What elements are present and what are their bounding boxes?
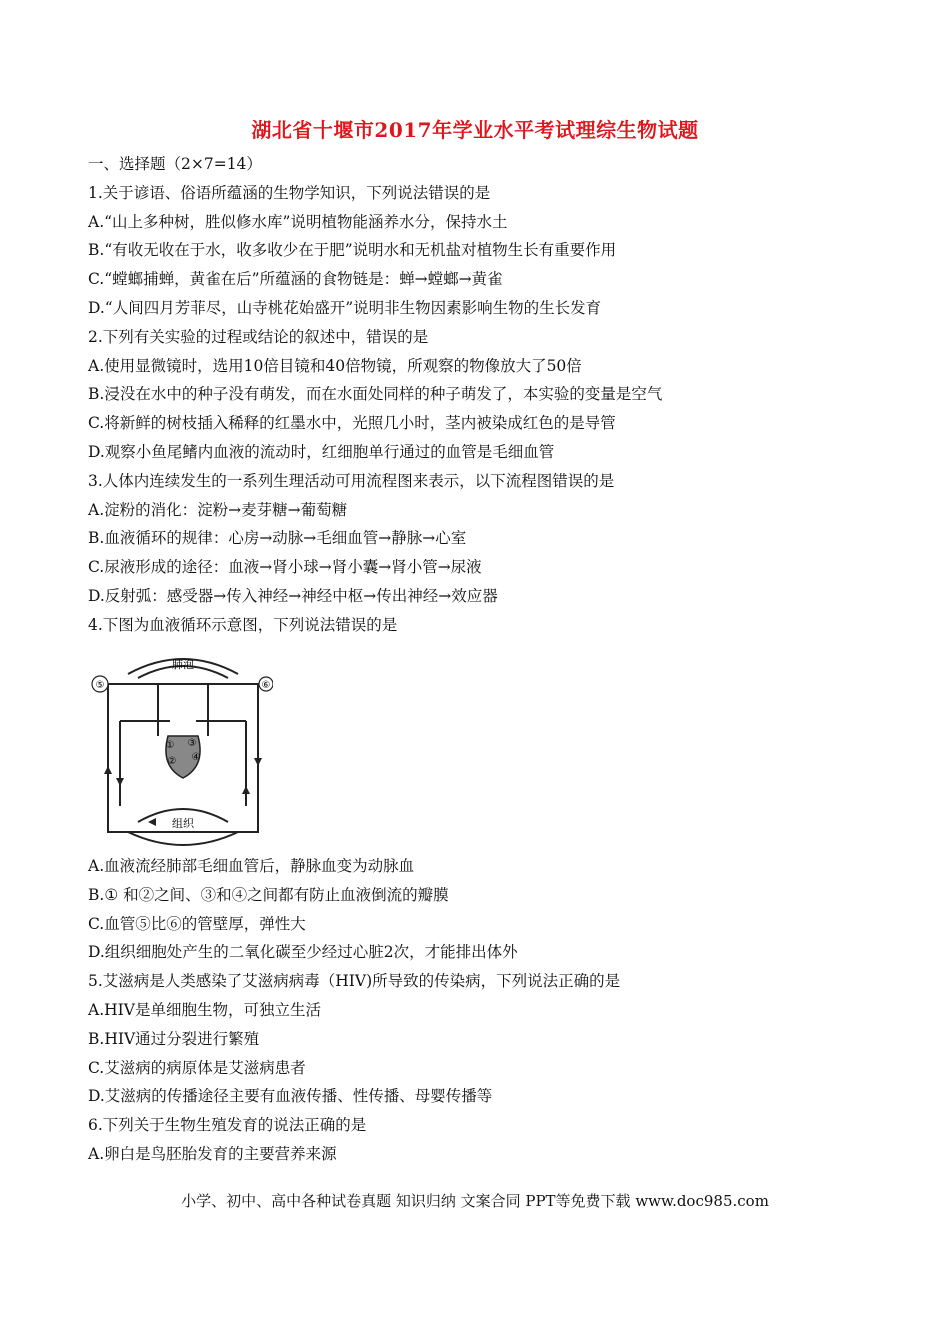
question-line: D.反射弧：感受器→传入神经→神经中枢→传出神经→效应器 [88,586,498,605]
question-line: 5.艾滋病是人类感染了艾滋病病毒（HIV)所导致的传染病，下列说法正确的是 [88,972,621,991]
question-line: C.艾滋病的病原体是艾滋病患者 [88,1058,306,1077]
document-title: 湖北省十堰市2017年学业水平考试理综生物试题 [251,118,699,142]
question-line: B.浸没在水中的种子没有萌发，而在水面处同样的种子萌发了，本实验的变量是空气 [88,385,663,404]
questions-block-2 [88,852,878,1169]
question-line: A.“山上多种树，胜似修水库”说明植物能涵养水分，保持水土 [88,212,508,231]
blood-circulation-diagram [88,646,273,858]
questions-block-1 [88,150,878,862]
question-line: D.“人间四月芳菲尽，山寺桃花始盛开”说明非生物因素影响生物的生长发育 [88,298,602,317]
page-footer: 小学、初中、高中各种试卷真题 知识归纳 文案合同 PPT等免费下载 www.doc985.com [181,1192,769,1210]
question-line: B.HIV通过分裂进行繁殖 [88,1029,260,1048]
question-line: C.尿液形成的途径：血液→肾小球→肾小囊→肾小管→尿液 [88,558,482,577]
label-4: ④ [191,751,201,763]
label-6: ⑥ [261,679,271,691]
circulation-svg [88,646,273,858]
question-line: B.血液循环的规律：心房→动脉→毛细血管→静脉→心室 [88,529,467,548]
question-line: 4.下图为血液循环示意图，下列说法错误的是 [88,615,398,634]
question-line: D.观察小鱼尾鳍内血液的流动时，红细胞单行通过的血管是毛细血管 [88,442,555,461]
question-line: A.血液流经肺部毛细血管后，静脉血变为动脉血 [88,857,415,875]
question-line: B.“有收无收在于水，收多收少在于肥”说明水和无机盐对植物生长有重要作用 [88,241,617,260]
question-line: 1.关于谚语、俗语所蕴涵的生物学知识，下列说法错误的是 [88,183,491,202]
question-line: B.① 和②之间、③和④之间都有防止血液倒流的瓣膜 [88,885,449,904]
question-line: 2.下列有关实验的过程或结论的叙述中，错误的是 [88,327,429,346]
question-line: A.淀粉的消化：淀粉→麦芽糖→葡萄糖 [88,500,348,519]
question-line: A.使用显微镜时，选用10倍目镜和40倍物镜，所观察的物像放大了50倍 [88,356,582,375]
question-line: 6.下列关于生物生殖发育的说法正确的是 [88,1116,367,1135]
question-line: A.卵白是鸟胚胎发育的主要营养来源 [88,1144,337,1163]
lung-label: 肺泡 [172,657,194,671]
label-2: ② [167,755,177,767]
question-line: C.“螳螂捕蝉，黄雀在后”所蕴涵的食物链是：蝉→螳螂→黄雀 [88,270,503,289]
question-line: C.将新鲜的树枝插入稀释的红墨水中，光照几小时，茎内被染成红色的是导管 [88,414,616,433]
question-line: C.血管⑤比⑥的管壁厚，弹性大 [88,914,306,933]
section-heading: 一、选择题（2×7=14） [88,155,262,173]
question-line: A.HIV是单细胞生物，可独立生活 [88,1000,321,1019]
question-line: D.组织细胞处产生的二氧化碳至少经过心脏2次，才能排出体外 [88,943,518,962]
tissue-label: 组织 [172,816,194,830]
question-line: 3.人体内连续发生的一系列生理活动可用流程图来表示，以下流程图错误的是 [88,471,615,490]
label-5: ⑤ [95,679,105,691]
question-line: D.艾滋病的传播途径主要有血液传播、性传播、母婴传播等 [88,1087,493,1106]
label-3: ③ [187,737,197,749]
label-1: ① [165,739,175,751]
